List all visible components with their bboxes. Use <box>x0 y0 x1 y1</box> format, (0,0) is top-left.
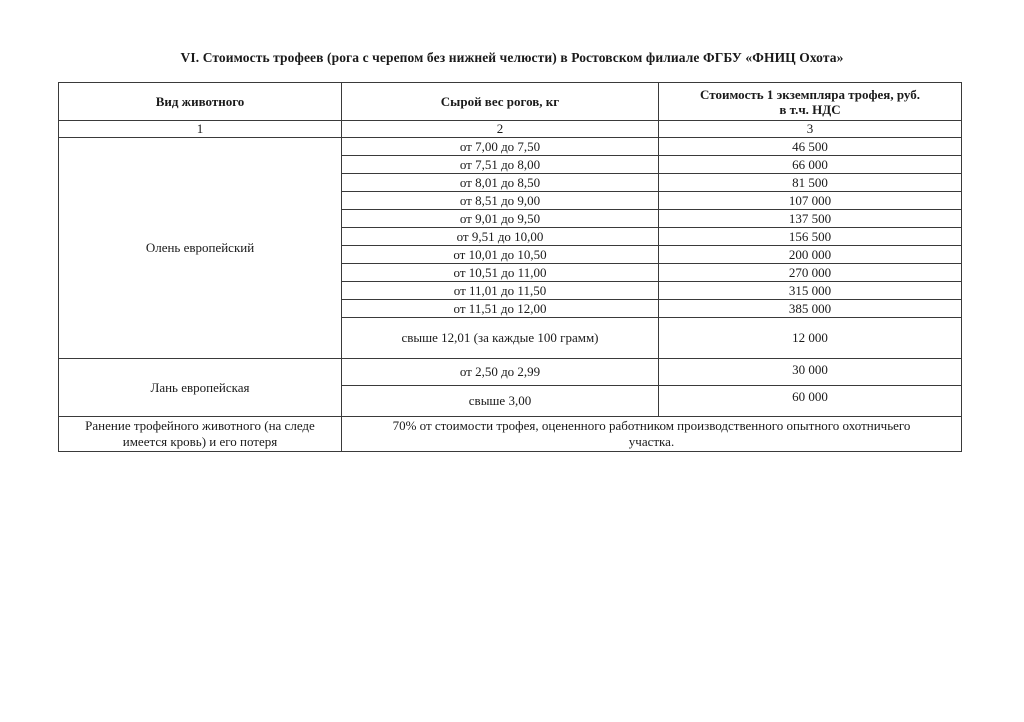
wounding-row <box>59 417 962 452</box>
weight-cell: свыше 3,00 <box>342 386 659 417</box>
wounding-text-line2: участка. <box>628 434 675 449</box>
weight-cell: свыше 12,01 (за каждые 100 грамм) <box>342 318 659 359</box>
weight-cell: от 8,51 до 9,00 <box>342 192 659 210</box>
price-cell: 156 500 <box>659 228 962 246</box>
trophy-price-table <box>58 82 962 452</box>
weight-cell: от 7,51 до 8,00 <box>342 156 659 174</box>
wounding-text-line1: 70% от стоимости трофея, оцененного работником производственного опытного охотничьего <box>392 418 911 433</box>
species-cell: Лань европейская <box>59 359 342 417</box>
price-cell: 107 000 <box>659 192 962 210</box>
weight-cell: от 7,00 до 7,50 <box>342 138 659 156</box>
weight-cell: от 9,01 до 9,50 <box>342 210 659 228</box>
weight-cell: от 11,01 до 11,50 <box>342 282 659 300</box>
price-cell: 315 000 <box>659 282 962 300</box>
weight-cell: от 8,01 до 8,50 <box>342 174 659 192</box>
weight-cell: от 2,50 до 2,99 <box>342 359 659 386</box>
table-row <box>59 138 962 156</box>
weight-cell: от 9,51 до 10,00 <box>342 228 659 246</box>
price-cell: 60 000 <box>659 386 962 417</box>
header-animal-species: Вид животного <box>59 83 342 121</box>
wounding-label <box>59 417 342 452</box>
price-cell: 270 000 <box>659 264 962 282</box>
wounding-label-line2: имеется кровь) и его потеря <box>122 434 278 449</box>
weight-cell: от 10,01 до 10,50 <box>342 246 659 264</box>
header-trophy-price-line2: в т.ч. НДС <box>779 101 841 117</box>
wounding-label-line1: Ранение трофейного животного (на следе <box>85 418 315 433</box>
weight-cell: от 10,51 до 11,00 <box>342 264 659 282</box>
header-antler-weight: Сырой вес рогов, кг <box>342 83 659 121</box>
column-number: 3 <box>659 121 962 138</box>
price-cell: 385 000 <box>659 300 962 318</box>
table-header-row <box>59 83 962 121</box>
table-row <box>59 359 962 386</box>
column-numbers-row <box>59 121 962 138</box>
wounding-text <box>342 417 962 452</box>
price-cell: 66 000 <box>659 156 962 174</box>
header-trophy-price-line1: Стоимость 1 экземпляра трофея, руб. <box>700 86 920 102</box>
document-title: VI. Стоимость трофеев (рога с черепом без нижней челюсти) в Ростовском филиале ФГБУ «ФНИЦ Охота» <box>180 50 844 65</box>
weight-cell: от 11,51 до 12,00 <box>342 300 659 318</box>
price-cell: 46 500 <box>659 138 962 156</box>
column-number: 1 <box>59 121 342 138</box>
price-cell: 30 000 <box>659 359 962 386</box>
price-cell: 200 000 <box>659 246 962 264</box>
column-number: 2 <box>342 121 659 138</box>
price-cell: 137 500 <box>659 210 962 228</box>
species-cell: Олень европейский <box>59 138 342 359</box>
header-trophy-price <box>659 83 962 121</box>
price-cell: 12 000 <box>659 318 962 359</box>
price-cell: 81 500 <box>659 174 962 192</box>
